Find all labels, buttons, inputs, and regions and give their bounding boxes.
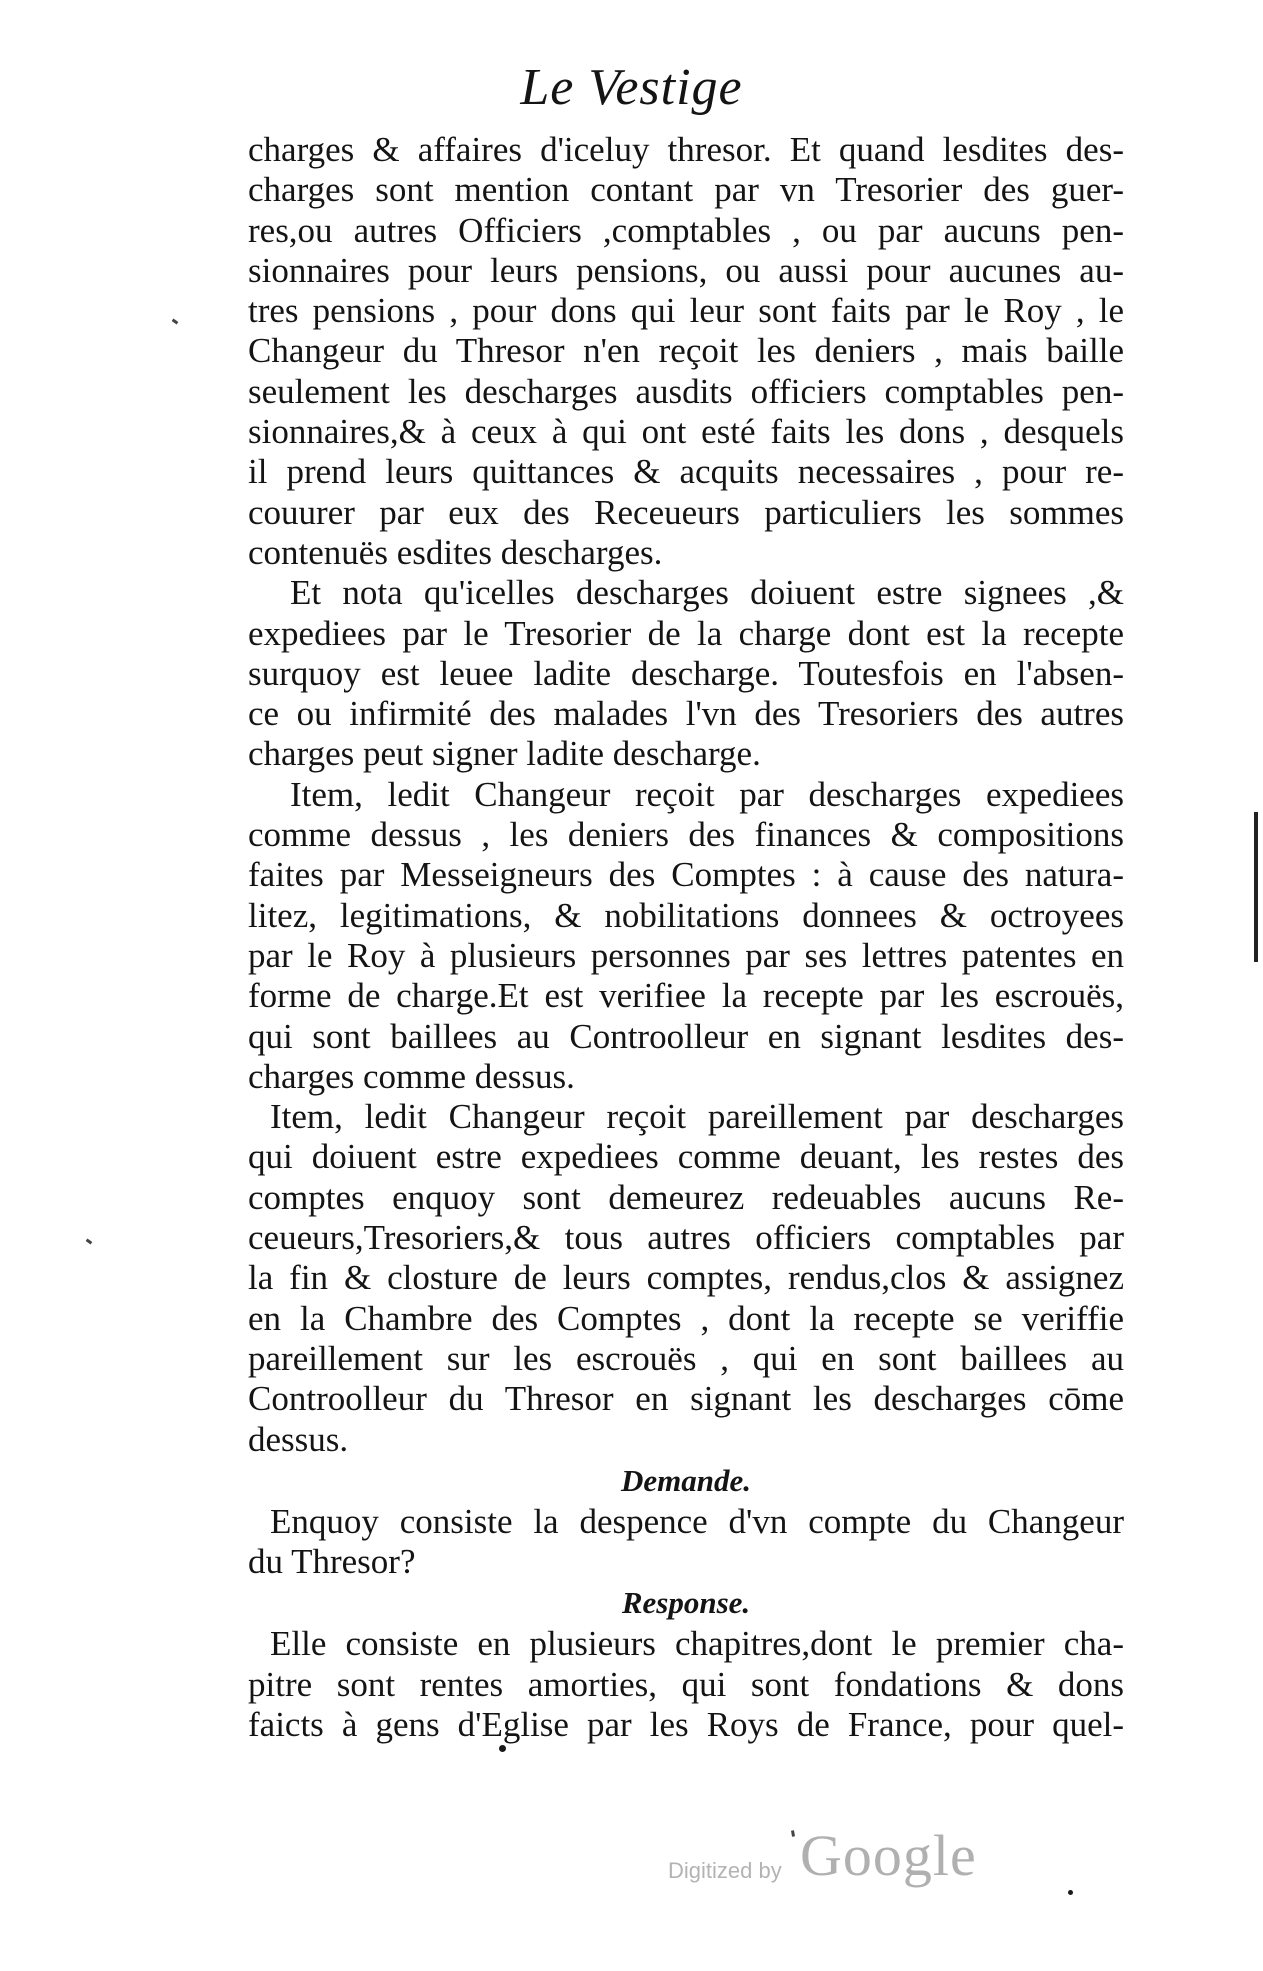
paragraph-3 [248,775,1124,1097]
watermark-small-text: Digitized by [668,1858,782,1883]
demande-question [248,1502,1124,1583]
paragraph-2 [248,573,1124,774]
text-line: surquoy est leuee ladite descharge. Toutesfois en l'absen- [248,653,1124,693]
text-line: Item, ledit Changeur reçoit par descharges expediees [290,774,1124,814]
watermark-logo-text: Google [800,1823,977,1888]
text-line: comptes enquoy sont demeurez redeuables aucuns Re- [248,1177,1124,1217]
text-line: expediees par le Tresorier de la charge dont est la recepte [248,613,1124,653]
margin-speck [1068,1890,1073,1895]
response-answer [248,1624,1124,1745]
running-head: Le Vestige [520,59,743,116]
text-line: Item, ledit Changeur reçoit pareillement par descharges [270,1097,1124,1137]
text-line: comme dessus , les deniers des finances & compositions [248,815,1124,855]
text-line: la fin & closture de leurs comptes, rendus,clos & assignez [248,1258,1124,1298]
scan-edge-mark [1254,812,1258,962]
text-line: Controolleur du Thresor en signant les descharges cōme [248,1379,1124,1419]
text-line: couurer par eux des Receueurs particuliers les sommes [248,492,1124,532]
text-line: charges comme dessus. [248,1056,575,1096]
text-line: seulement les descharges ausdits officiers comptables pen- [248,371,1124,411]
text-line: en la Chambre des Comptes , dont la recepte se veriffie [248,1298,1124,1338]
text-line: dessus. [248,1419,349,1459]
text-line: forme de charge.Et est verifiee la recepte par les escrouës, [248,976,1124,1016]
text-line: du Thresor? [248,1542,416,1582]
demande-heading: Demande. [620,1462,751,1498]
text-line: Et nota qu'icelles descharges doiuent estre signees ,& [290,573,1124,613]
text-line: ce ou infirmité des malades l'vn des Tresoriers des autres [248,694,1124,734]
text-line: il prend leurs quittances & acquits necessaires , pour re- [248,452,1124,492]
margin-speck [172,319,179,325]
text-line: faites par Messeigneurs des Comptes : à cause des natura- [248,855,1124,895]
body-text [248,130,1124,1745]
text-line: sionnaires,& à ceux à qui ont esté faits les dons , desquels [248,412,1124,452]
text-line: charges peut signer ladite descharge. [248,734,761,774]
text-line: charges sont mention contant par vn Tresorier des guer- [248,170,1124,210]
text-line: pitre sont rentes amorties, qui sont fondations & dons [248,1664,1124,1704]
text-line: faicts à gens d'Eglise par les Roys de France, pour quel- [248,1704,1124,1744]
text-line: Enquoy consiste la despence d'vn compte du Changeur [270,1501,1124,1541]
text-line: res,ou autres Officiers ,comptables , ou par aucuns pen- [248,210,1124,250]
text-line: litez, legitimations, & nobilitations donnees & octroyees [248,895,1124,935]
text-line: ceueurs,Tresoriers,& tous autres officiers comptables par [248,1218,1124,1258]
paragraph-4 [248,1097,1124,1460]
text-line: contenuës esdites descharges. [248,532,663,572]
response-heading: Response. [621,1585,751,1621]
text-line: Changeur du Thresor n'en reçoit les deniers , mais baille [248,331,1124,371]
text-line: qui sont baillees au Controolleur en signant lesdites des- [248,1016,1124,1056]
text-line: charges & affaires d'iceluy thresor. Et quand lesdites des- [248,130,1124,169]
digitized-watermark [668,1822,1008,1902]
text-line: Elle consiste en plusieurs chapitres,dont le premier cha- [270,1624,1124,1664]
margin-speck [86,1239,93,1245]
text-line: pareillement sur les escrouës , qui en sont baillees au [248,1338,1124,1378]
paragraph-1 [248,130,1124,573]
text-line: tres pensions , pour dons qui leur sont faits par le Roy , le [248,291,1124,331]
printer-mark-dot [499,1745,506,1752]
text-line: qui doiuent estre expediees comme deuant, les restes des [248,1137,1124,1177]
text-line: sionnaires pour leurs pensions, ou aussi pour aucunes au- [248,250,1124,290]
text-line: par le Roy à plusieurs personnes par ses lettres patentes en [248,935,1124,975]
